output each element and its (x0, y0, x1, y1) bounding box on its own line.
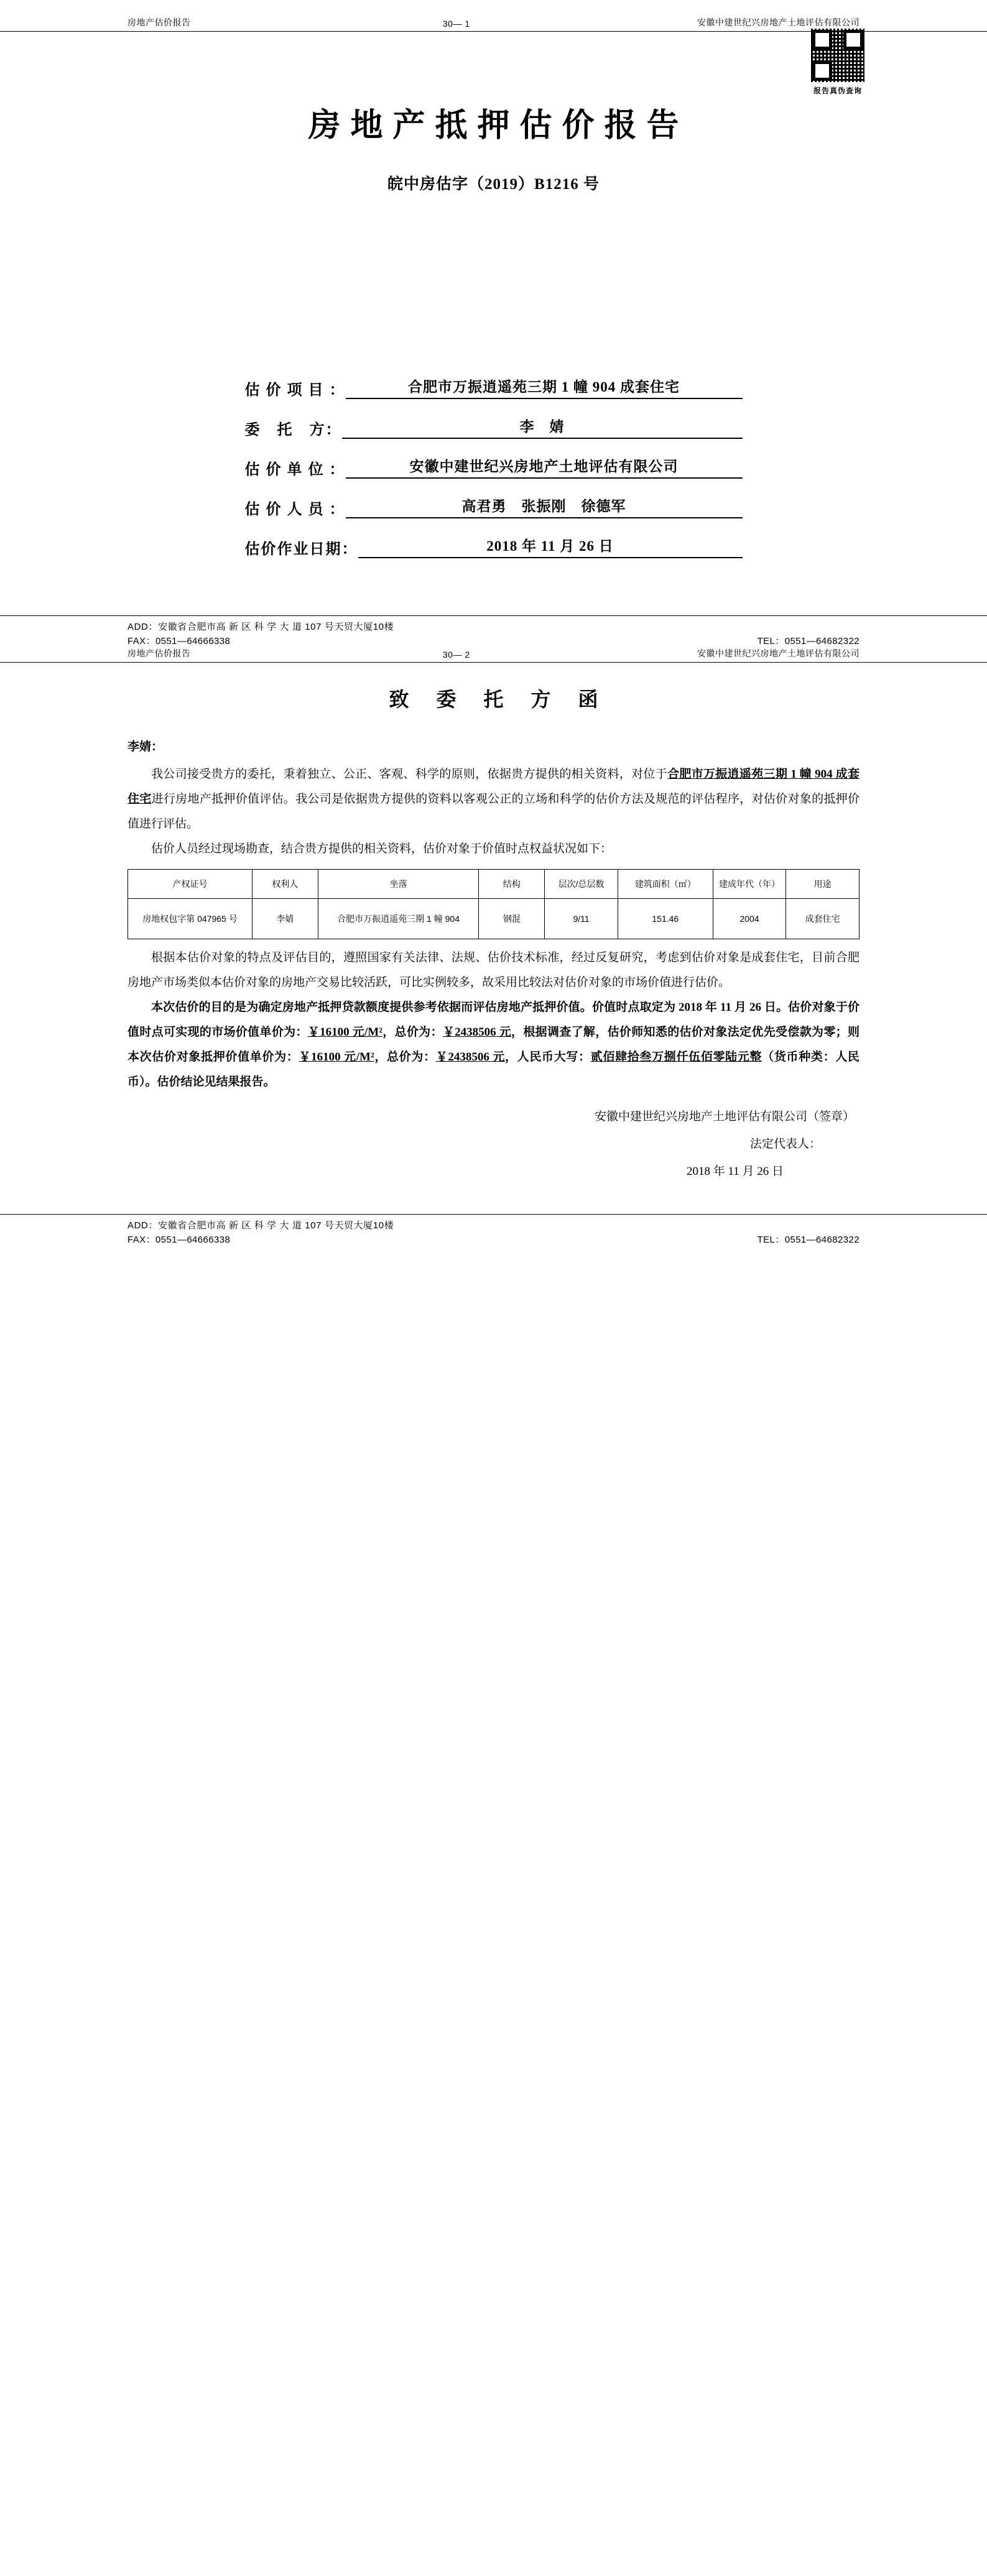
para4-unit-price: ￥16100 元/M² (307, 1026, 382, 1039)
para1-part-b: 进行房地产抵押价值评估。我公司是依据贵方提供的资料以客观公正的立场和科学的估价方法及规范的评估程序，对估价对象的抵押价值进行评估。 (127, 793, 860, 830)
field-work-date-value: 2018 年 11 月 26 日 (358, 535, 743, 558)
cover-page (0, 0, 987, 647)
footer-tel: TEL：0551—64682322 (757, 636, 860, 646)
running-header-left: 房地产估价报告 (127, 648, 191, 658)
page-title: 房地产抵押估价报告 (308, 108, 689, 144)
footer-tel: TEL：0551—64682322 (757, 1235, 860, 1245)
th-area: 建筑面积（㎡） (618, 870, 713, 899)
letter-paragraph-1 (127, 762, 860, 837)
signature-date: 2018 年 11 月 26 日 (686, 1165, 784, 1178)
para4-mortgage-total-price: ￥2438506 元 (435, 1051, 505, 1064)
th-location: 坐落 (318, 870, 479, 899)
field-appraisal-company-label: 估 价 单 位 ： (244, 462, 346, 478)
footer-fax: FAX：0551—64666338 (127, 1235, 231, 1245)
qr-eye-bottom-left (812, 61, 832, 81)
td-structure: 钢混 (479, 899, 545, 939)
para1-part-a: 我公司接受贵方的委托，秉着独立、公正、客观、科学的原则，依据贵方提供的相关资料，对位于 (151, 768, 668, 781)
th-cert-no: 产权证号 (128, 870, 253, 899)
field-project-value: 合肥市万振逍遥苑三期 1 幢 904 成套住宅 (346, 375, 743, 399)
running-header-company: 安徽中建世纪兴房地产土地评估有限公司 (697, 17, 860, 27)
field-project-label: 估 价 项 目 ： (244, 382, 346, 398)
field-appraisers-value: 高君勇 张振刚 徐德军 (346, 495, 743, 518)
para4-part-d: ，总价为： (374, 1051, 436, 1064)
th-usage: 用途 (786, 870, 860, 899)
field-client-label: 委 托 方： (244, 422, 342, 438)
field-client-value: 李 婧 (342, 415, 743, 439)
td-area: 151.46 (618, 899, 713, 939)
th-floor: 层次/总层数 (545, 870, 618, 899)
field-work-date-label: 估价作业日期： (244, 541, 358, 558)
td-usage: 成套住宅 (786, 899, 860, 939)
field-appraisers-label: 估 价 人 员 ： (244, 502, 346, 518)
signature-block (127, 1103, 860, 1185)
footer-page1 (0, 615, 987, 647)
table-row (128, 899, 860, 939)
letter-title: 致 委 托 方 函 (389, 688, 609, 711)
td-year: 2004 (713, 899, 786, 939)
th-owner: 权利人 (252, 870, 318, 899)
para4-mortgage-unit-price: ￥16100 元/M² (299, 1051, 374, 1064)
th-structure: 结构 (479, 870, 545, 899)
qr-verification-block[interactable] (808, 29, 868, 96)
footer-address: ADD：安徽省合肥市高 新 区 科 学 大 道 107 号天贸大厦10楼 (127, 622, 394, 632)
para4-part-a: 本次估价的目的是为确定房地产抵押贷款额度提供参考依据而评估房地产抵押价值。价值时点取定为 2018 年 11 月 26 日。估价对象于价值时点可实现的市场价值单价为： (127, 1001, 860, 1039)
spacer (0, 574, 987, 615)
para4-part-c: ，根据调查了解，估价师知悉的估价对象法定优先受偿款为零；则本次估价对象抵押价值单价为： (127, 1026, 860, 1064)
para4-part-b: ，总价为： (382, 1026, 443, 1039)
field-appraisal-company-value: 安徽中建世纪兴房地产土地评估有限公司 (346, 455, 743, 479)
field-client (245, 415, 743, 439)
field-appraisal-company (245, 455, 743, 479)
qr-caption: 报告真伪查询 (813, 86, 862, 95)
signature-legal-representative: 法定代表人： (749, 1138, 821, 1151)
cover-field-list (245, 194, 743, 558)
td-location: 合肥市万振逍遥苑三期 1 幢 904 (318, 899, 479, 939)
para4-capital-amount: 贰佰肆拾叁万捌仟伍佰零陆元整 (590, 1051, 762, 1064)
running-header-left: 房地产估价报告 (127, 17, 191, 27)
footer-page2 (0, 1214, 987, 1246)
letter-salutation: 李婧： (127, 740, 164, 753)
para4-part-f: （货币种类：人民币）。估价结论见结果报告。 (127, 1051, 860, 1088)
para4-part-e: ，人民币大写： (505, 1051, 591, 1064)
spacer (0, 0, 987, 16)
para4-total-price: ￥2438506 元 (442, 1026, 512, 1039)
letter-paragraph-4 (127, 995, 860, 1095)
qr-code-icon[interactable] (811, 29, 864, 82)
table-header-row (128, 870, 860, 899)
td-cert-no: 房地权包字第 047965 号 (128, 899, 253, 939)
property-table (127, 869, 860, 939)
letter-page (0, 647, 987, 1246)
th-year: 建成年代（年） (713, 870, 786, 899)
field-project (245, 375, 743, 399)
spacer (0, 1185, 987, 1214)
running-header-company: 安徽中建世纪兴房地产土地评估有限公司 (697, 648, 860, 658)
td-floor: 9/11 (545, 899, 618, 939)
letter-body (0, 735, 987, 1185)
running-header-page2 (0, 647, 987, 663)
footer-fax: FAX：0551—64666338 (127, 636, 231, 646)
signature-company: 安徽中建世纪兴房地产土地评估有限公司（签章） (594, 1110, 855, 1123)
report-number: 皖中房估字（2019）B1216 号 (387, 176, 600, 193)
letter-paragraph-3: 根据本估价对象的特点及评估目的，遵照国家有关法律、法规、估价技术标准，经过反复研究，考虑到估价对象是成套住宅，目前合肥房地产市场类似本估价对象的房地产交易比较活跃，可比实例较多，故采用比较法对估价对象的市场价值进行估价。 (127, 951, 860, 989)
para1-property-highlight: 合肥市万振逍遥苑三期 1 幢 904 成套住宅 (127, 768, 860, 806)
field-appraisers (245, 495, 743, 518)
td-owner: 李婧 (252, 899, 318, 939)
field-work-date (245, 535, 743, 558)
letter-paragraph-2: 估价人员经过现场勘查，结合贵方提供的相关资料，估价对象于价值时点权益状况如下： (151, 842, 613, 855)
running-header-page-number: 30— 2 (442, 650, 470, 660)
running-header-page-number: 30— 1 (442, 19, 470, 29)
footer-address: ADD：安徽省合肥市高 新 区 科 学 大 道 107 号天贸大厦10楼 (127, 1220, 394, 1231)
